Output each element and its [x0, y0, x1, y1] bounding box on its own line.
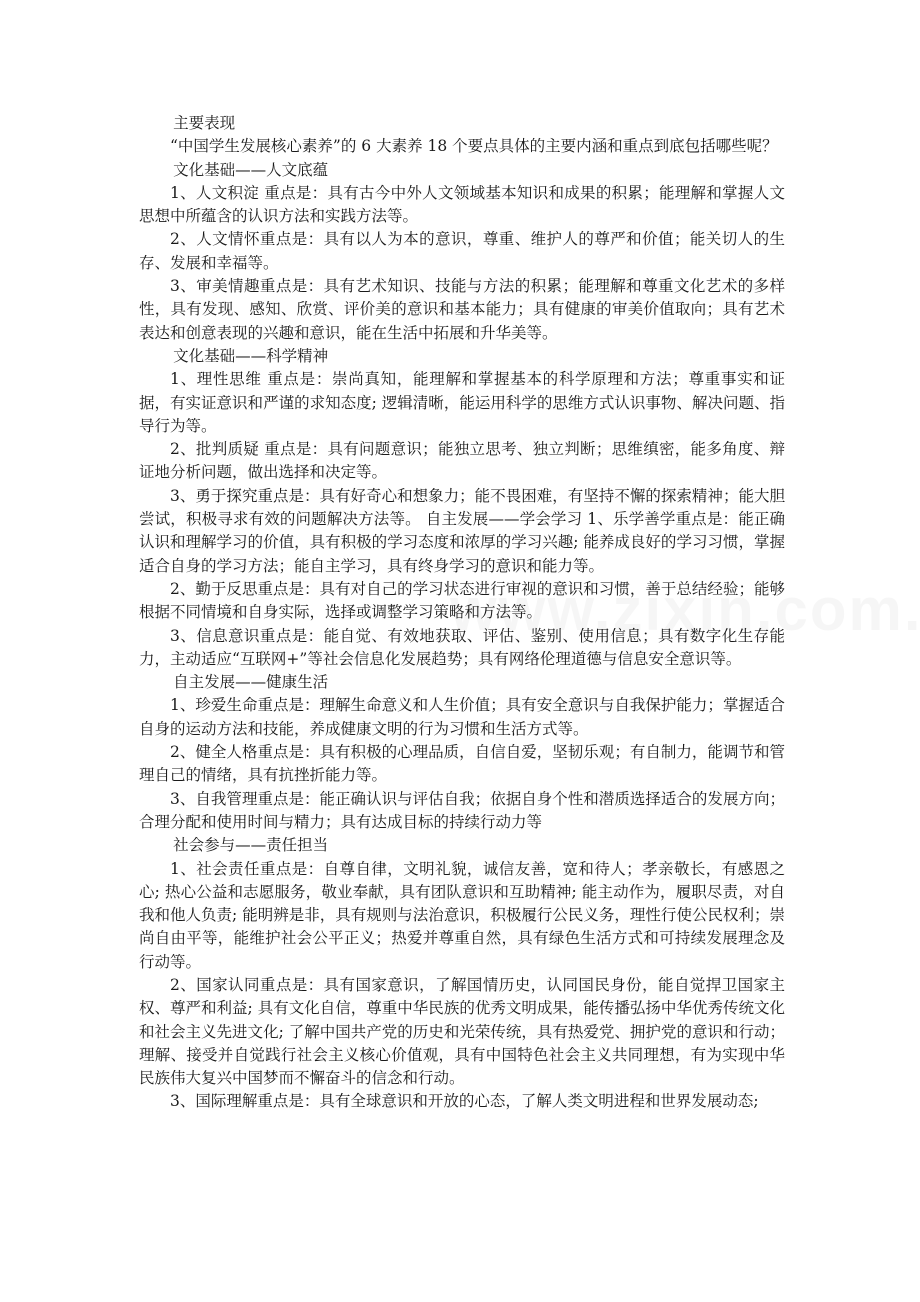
body-paragraph: 2、批判质疑 重点是：具有问题意识；能独立思考、独立判断；思维缜密，能多角度、辩证地分析问题，做出选择和决定等。	[139, 440, 785, 482]
body-paragraph: 1、社会责任重点是：自尊自律，文明礼貌，诚信友善，宽和待人；孝亲敬长，有感恩之心; 热心公益和志愿服务，敬业奉献，具有团队意识和互助精神; 能主动作为，履职尽责，对自我和他人负责; 能明辨是非，具有规则与法治意识，积极履行公民义务，理性行使公民权利；崇尚自由平等，能维护社会公平正义；热爱并尊重自然，具有绿色生活方式和可持续发展理念及行动等。	[139, 859, 785, 971]
body-paragraph: “中国学生发展核心素养”的 6 大素养 18 个要点具体的主要内涵和重点到底包括哪些呢？	[170, 137, 778, 156]
section-heading: 文化基础——科学精神	[173, 346, 329, 365]
body-paragraph: 3、审美情趣重点是：具有艺术知识、技能与方法的积累；能理解和尊重文化艺术的多样性，具有发现、感知、欣赏、评价美的意识和基本能力；具有健康的审美价值取向；具有艺术表达和创意表现的兴趣和意识，能在生活中拓展和升华美等。	[139, 277, 785, 342]
body-paragraph: 3、勇于探究重点是：具有好奇心和想象力；能不畏困难，有坚持不懈的探索精神；能大胆尝试，积极寻求有效的问题解决方法等。 自主发展——学会学习 1、乐学善学重点是：能正确认识和理解学习的价值，具有积极的学习态度和浓厚的学习兴趣; 能养成良好的学习习惯，掌握适合自身的学习方法；能自主学习，具有终身学习的意识和能力等。	[139, 486, 785, 575]
body-paragraph: 2、人文情怀重点是：具有以人为本的意识，尊重、维护人的尊严和价值；能关切人的生存、发展和幸福等。	[139, 230, 785, 272]
body-paragraph: 3、信息意识重点是：能自觉、有效地获取、评估、鉴别、使用信息；具有数字化生存能力，主动适应“互联网+”等社会信息化发展趋势；具有网络伦理道德与信息安全意识等。	[139, 626, 785, 668]
section-heading: 主要表现	[173, 114, 236, 132]
section-heading: 社会参与——责任担当	[173, 836, 329, 855]
body-paragraph: 2、勤于反思重点是：具有对自己的学习状态进行审视的意识和习惯，善于总结经验；能够根据不同情境和自身实际，选择或调整学习策略和方法等。	[139, 579, 785, 622]
section-heading: 文化基础——人文底蕴	[173, 160, 329, 179]
body-paragraph: 1、理性思维 重点是：崇尚真知，能理解和掌握基本的科学原理和方法；尊重事实和证据，有实证意识和严谨的求知态度; 逻辑清晰，能运用科学的思维方式认识事物、解决问题、指导行为等。	[139, 370, 785, 435]
body-paragraph: 1、珍爱生命重点是：理解生命意义和人生价值；具有安全意识与自我保护能力；掌握适合自身的运动方法和技能，养成健康文明的行为习惯和生活方式等。	[139, 696, 785, 738]
body-paragraph: 1、人文积淀 重点是：具有古今中外人文领域基本知识和成果的积累；能理解和掌握人文思想中所蕴含的认识方法和实践方法等。	[139, 183, 785, 226]
body-paragraph: 2、国家认同重点是：具有国家意识，了解国情历史，认同国民身份，能自觉捍卫国家主权、尊严和利益; 具有文化自信，尊重中华民族的优秀文明成果，能传播弘扬中华优秀传统文化和社会主义先进文化; 了解中国共产党的历史和光荣传统，具有热爱党、拥护党的意识和行动；理解、接受并自觉践行社会主义核心价值观，具有中国特色社会主义共同理想，有为实现中华民族伟大复兴中国梦而不懈奋斗的信念和行动。	[139, 975, 785, 1088]
body-paragraph: 3、自我管理重点是：能正确认识与评估自我；依据自身个性和潜质选择适合的发展方向；合理分配和使用时间与精力；具有达成目标的持续行动力等	[139, 789, 785, 831]
body-paragraph: 3、国际理解重点是：具有全球意识和开放的心态，了解人类文明进程和世界发展动态;	[170, 1092, 759, 1111]
section-heading: 自主发展——健康生活	[173, 673, 329, 692]
body-paragraph: 2、健全人格重点是：具有积极的心理品质，自信自爱，坚韧乐观；有自制力，能调节和管理自己的情绪，具有抗挫折能力等。	[139, 743, 785, 785]
document-body	[139, 112, 785, 1114]
